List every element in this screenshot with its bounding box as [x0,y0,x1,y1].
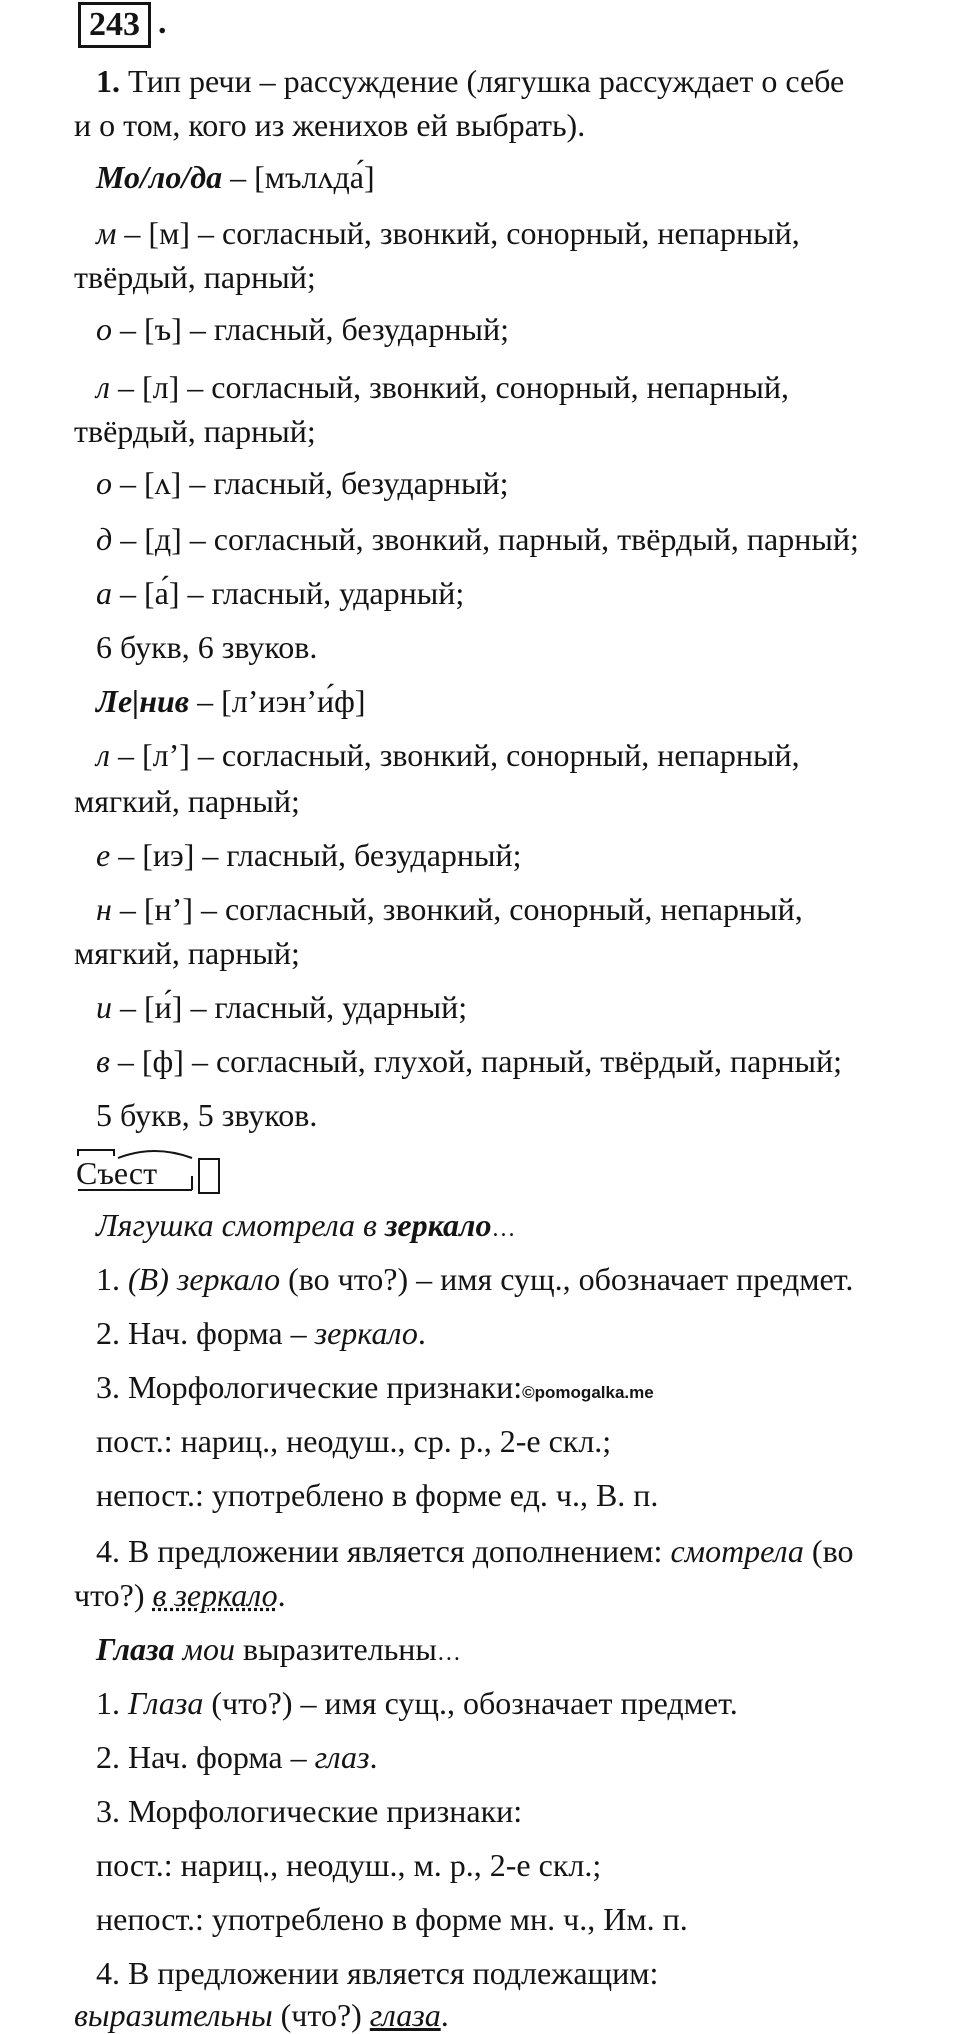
text-line [96,1260,853,1298]
text-line [96,62,844,100]
text-segment: 5 букв, 5 звуков. [96,1097,318,1133]
text-segment: … [491,1216,516,1242]
text-segment: а [96,575,112,611]
text-segment: – [л’] – согласный, звонкий, сонорный, непарный, [109,737,800,773]
text-line [96,836,522,874]
text-segment: 6 букв, 6 звуков. [96,629,318,665]
text-segment: выразительны [74,1997,273,2033]
text-line [96,1042,842,1080]
text-segment: 2. Нач. форма – [96,1739,315,1775]
text-line [96,1630,461,1672]
text-segment: твёрдый, парный; [74,259,316,295]
text-line [96,1314,426,1352]
text-segment: д [96,521,113,557]
text-segment: пост.: нариц., неодуш., ср. р., 2-е скл.; [96,1423,612,1459]
text-line [96,1684,738,1722]
text-segment: – [м] – согласный, звонкий, сонорный, непарный, [116,215,800,251]
text-segment: 2. Нач. форма – [96,1315,315,1351]
text-segment: – [ъ] – гласный, безударный; [112,311,510,347]
text-segment: л [96,369,110,405]
morpheme-word: Съест [76,1155,158,1191]
text-line [96,1422,611,1460]
text-line [96,574,464,612]
exercise-number: 243 [78,2,151,48]
text-segment: что?) [74,1577,153,1613]
text-segment: н [96,891,112,927]
watermark: ©pomogalka.me [522,1383,654,1402]
morpheme-analysis [74,1148,194,1194]
text-segment: – [иэ] – гласный, безударный; [110,837,522,873]
text-segment: о [96,465,112,501]
text-line [74,1996,449,2034]
text-segment: 1. [96,1685,128,1721]
text-segment: 1. [96,1261,128,1297]
text-segment: Глаза [128,1685,204,1721]
text-line [96,1368,654,1412]
text-segment: е [96,837,111,873]
text-segment: (что?) [272,1997,370,2033]
text-line [96,464,508,502]
text-line [96,1846,601,1884]
text-line [96,1206,515,1248]
text-segment: Лягушка смотрела в [96,1207,385,1243]
text-line [96,368,789,406]
text-segment: о [96,311,112,347]
text-segment: мои [182,1631,235,1667]
text-segment: непост.: употреблено в форме мн. ч., Им. п. [96,1901,688,1937]
text-segment: и [96,989,112,1025]
text-segment: . [277,1577,286,1613]
text-line [74,106,585,144]
text-segment: Ле|нив [96,683,190,719]
text-segment: м [96,215,117,251]
text-segment: 3. Морфологические признаки: [96,1793,523,1829]
text-line [74,258,316,296]
text-line [96,1900,688,1938]
text-segment: (что?) – имя сущ., обозначает предмет. [203,1685,738,1721]
text-segment: зеркало [314,1315,418,1351]
exercise-number-dot: . [158,4,167,41]
text-segment: … [436,1640,461,1666]
text-segment: выразительны [234,1631,437,1667]
text-segment: зеркало [384,1207,492,1243]
text-segment: – [ф] – согласный, глухой, парный, твёрдый, парный; [109,1043,842,1079]
text-segment: в [96,1043,110,1079]
text-line [96,1954,658,1992]
text-segment: . [417,1315,426,1351]
text-segment: 4. В предложении является дополнением: [96,1533,671,1569]
text-segment: и о том, кого из женихов ей выбрать). [74,107,586,143]
text-line [96,736,800,774]
text-line [74,412,316,450]
text-line [74,1576,286,1614]
text-segment: Тип речи – рассуждение (лягушка рассуждает о себе [120,63,845,99]
text-segment: – [д] – согласный, звонкий, парный, твёрдый, парный; [112,521,859,557]
text-segment: – [ʌ] – гласный, безударный; [112,465,509,501]
text-segment: непост.: употреблено в форме ед. ч., В. п. [96,1477,659,1513]
text-line [96,158,375,196]
text-segment: 4. В предложении является подлежащим: [96,1955,659,1991]
text-segment: в зеркало [152,1577,278,1613]
text-segment: – [л’иэн’и́ф] [189,683,366,719]
prefix-mark [78,1150,114,1156]
text-line [96,214,800,252]
text-segment: твёрдый, парный; [74,413,316,449]
text-segment: смотрела [670,1533,804,1569]
zero-ending-box [198,1158,220,1194]
text-line [96,1792,522,1830]
text-line [74,782,300,820]
text-segment [175,1631,183,1667]
text-segment: (во [803,1533,854,1569]
text-segment: 3. Морфологические признаки: [96,1369,523,1405]
text-segment: (во что?) – имя сущ., обозначает предмет. [280,1261,854,1297]
text-line [96,1476,658,1514]
text-segment: л [96,737,110,773]
text-segment: – [и́] – гласный, ударный; [112,989,468,1025]
text-segment: . [369,1739,378,1775]
text-line [96,890,803,928]
text-line [96,682,366,720]
text-segment: Глаза [96,1631,175,1667]
text-segment: мягкий, парный; [74,935,300,971]
text-line [96,988,467,1026]
text-segment: – [а́] – гласный, ударный; [112,575,465,611]
text-line [96,1096,317,1134]
text-line [96,310,509,348]
text-segment: глаза [369,1997,441,2033]
text-segment: мягкий, парный; [74,783,300,819]
text-segment: 1. [96,63,120,99]
text-line [96,628,317,666]
text-segment: Мо/ло/да [96,159,223,195]
text-line [96,1738,378,1776]
text-segment: – [н’] – согласный, звонкий, сонорный, непарный, [111,891,803,927]
text-segment: – [мълʌда́] [222,159,375,195]
text-segment: – [л] – согласный, звонкий, сонорный, непарный, [109,369,789,405]
text-line [96,1532,853,1570]
morpheme-marks [74,1148,274,1194]
text-line [96,520,859,558]
text-line [74,934,300,972]
text-segment: . [440,1997,449,2033]
text-segment: глаз [314,1739,370,1775]
text-segment: пост.: нариц., неодуш., м. р., 2-е скл.; [96,1847,602,1883]
root-mark [118,1151,192,1158]
text-segment: (В) зеркало [128,1261,281,1297]
